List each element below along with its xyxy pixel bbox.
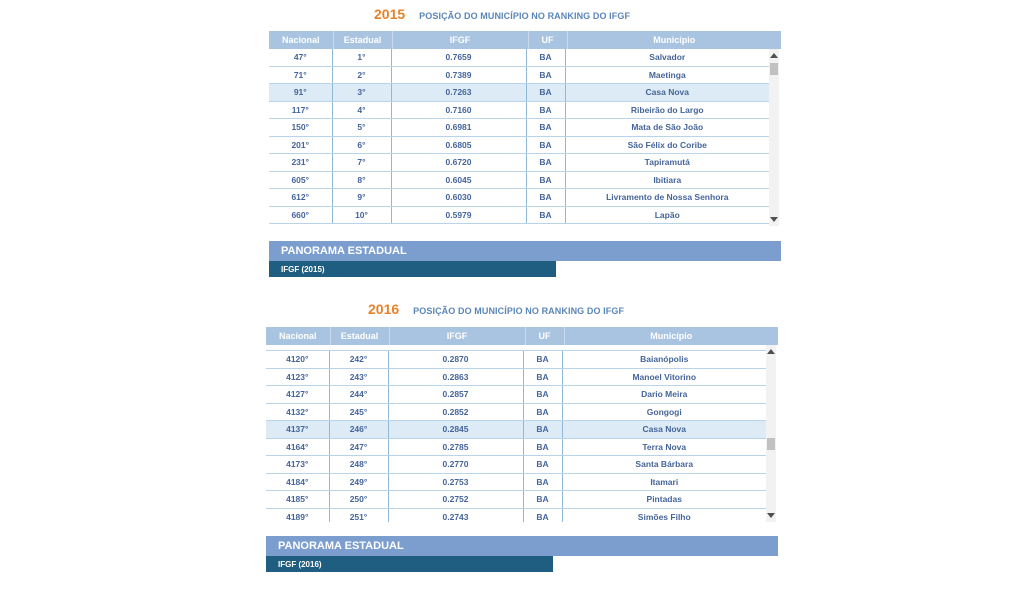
cell-uf: BA bbox=[523, 456, 562, 474]
cell-municipio: Maetinga bbox=[565, 66, 769, 84]
scroll-thumb[interactable] bbox=[770, 63, 778, 75]
cell-uf: BA bbox=[526, 119, 565, 137]
cell-ifgf: 0.7160 bbox=[391, 101, 526, 119]
cell-uf: BA bbox=[526, 154, 565, 172]
cell-nacional: 201° bbox=[269, 136, 332, 154]
col-ifgf[interactable]: IFGF bbox=[389, 327, 525, 345]
cell-uf: BA bbox=[526, 101, 565, 119]
cell-municipio: Casa Nova bbox=[565, 84, 769, 102]
cell-estadual: 246° bbox=[329, 421, 388, 439]
section-2015-title bbox=[374, 6, 630, 22]
col-municipio[interactable]: Município bbox=[567, 31, 781, 49]
cell-ifgf: 0.2743 bbox=[388, 508, 523, 522]
ranking-table-body[interactable] bbox=[266, 345, 766, 522]
cell-uf: BA bbox=[523, 508, 562, 522]
ranking-subtitle: POSIÇÃO DO MUNICÍPIO NO RANKING DO IFGF bbox=[413, 306, 625, 316]
col-ifgf[interactable]: IFGF bbox=[392, 31, 528, 49]
cell-ifgf: 0.6805 bbox=[391, 136, 526, 154]
cell-nacional: 4164° bbox=[266, 438, 329, 456]
cell-municipio: Santa Bárbara bbox=[562, 456, 766, 474]
table-scrollbar[interactable] bbox=[769, 49, 779, 226]
table-row[interactable] bbox=[269, 119, 769, 137]
cell-nacional: 4120° bbox=[266, 351, 329, 368]
cell-ifgf: 0.2857 bbox=[388, 386, 523, 404]
cell-ifgf: 0.2752 bbox=[388, 491, 523, 509]
cell-municipio: Tapiramutá bbox=[565, 154, 769, 172]
table-row[interactable] bbox=[269, 49, 769, 66]
col-municipio[interactable]: Município bbox=[564, 327, 778, 345]
cell-municipio: Ribeirão do Largo bbox=[565, 101, 769, 119]
cell-municipio: Livramento de Nossa Senhora bbox=[565, 189, 769, 207]
cell-nacional: 4123° bbox=[266, 368, 329, 386]
cell-ifgf: 0.2852 bbox=[388, 403, 523, 421]
cell-estadual: 6° bbox=[332, 136, 391, 154]
cell-estadual: 243° bbox=[329, 368, 388, 386]
cell-municipio: São Félix do Coribe bbox=[565, 136, 769, 154]
cell-estadual: 4° bbox=[332, 101, 391, 119]
cell-uf: BA bbox=[526, 189, 565, 207]
cell-nacional: 91° bbox=[269, 84, 332, 102]
section-2016-title bbox=[368, 301, 624, 317]
cell-ifgf: 0.5979 bbox=[391, 206, 526, 224]
cell-municipio: Lapão bbox=[565, 206, 769, 224]
cell-nacional: 4189° bbox=[266, 508, 329, 522]
ifgf-tab[interactable]: IFGF (2016) bbox=[266, 556, 553, 572]
cell-estadual: 5° bbox=[332, 119, 391, 137]
scroll-thumb[interactable] bbox=[767, 438, 775, 450]
col-uf[interactable]: UF bbox=[525, 327, 564, 345]
cell-estadual: 3° bbox=[332, 84, 391, 102]
panorama-estadual-bar[interactable]: PANORAMA ESTADUAL bbox=[269, 241, 781, 261]
cell-uf: BA bbox=[526, 49, 565, 66]
cell-estadual: 250° bbox=[329, 491, 388, 509]
table-row[interactable] bbox=[266, 386, 766, 404]
table-row[interactable] bbox=[269, 154, 769, 172]
table-row[interactable] bbox=[269, 171, 769, 189]
cell-ifgf: 0.2870 bbox=[388, 351, 523, 368]
table-row[interactable] bbox=[269, 84, 769, 102]
cell-estadual: 249° bbox=[329, 473, 388, 491]
scroll-down-icon[interactable] bbox=[770, 217, 778, 222]
cell-municipio: Casa Nova bbox=[562, 421, 766, 439]
cell-estadual: 9° bbox=[332, 189, 391, 207]
table-row[interactable] bbox=[266, 403, 766, 421]
cell-estadual: 244° bbox=[329, 386, 388, 404]
cell-municipio: Pintadas bbox=[562, 491, 766, 509]
cell-uf: BA bbox=[523, 491, 562, 509]
ranking-table-header bbox=[266, 327, 778, 345]
cell-nacional: 231° bbox=[269, 154, 332, 172]
table-row[interactable] bbox=[266, 421, 766, 439]
cell-nacional: 71° bbox=[269, 66, 332, 84]
cell-ifgf: 0.2863 bbox=[388, 368, 523, 386]
year-label: 2016 bbox=[368, 301, 400, 317]
cell-uf: BA bbox=[523, 403, 562, 421]
cell-nacional: 4127° bbox=[266, 386, 329, 404]
cell-ifgf: 0.6720 bbox=[391, 154, 526, 172]
col-nacional[interactable]: Nacional bbox=[266, 327, 330, 345]
cell-ifgf: 0.2753 bbox=[388, 473, 523, 491]
ranking-table-2016 bbox=[266, 327, 778, 522]
table-row[interactable] bbox=[269, 66, 769, 84]
cell-estadual: 247° bbox=[329, 438, 388, 456]
cell-municipio: Mata de São João bbox=[565, 119, 769, 137]
cell-uf: BA bbox=[526, 206, 565, 224]
table-row[interactable] bbox=[269, 136, 769, 154]
cell-uf: BA bbox=[523, 368, 562, 386]
cell-uf: BA bbox=[526, 171, 565, 189]
col-estadual[interactable]: Estadual bbox=[330, 327, 389, 345]
cell-ifgf: 0.6030 bbox=[391, 189, 526, 207]
cell-estadual: 8° bbox=[332, 171, 391, 189]
cell-nacional: 47° bbox=[269, 49, 332, 66]
cell-estadual: 1° bbox=[332, 49, 391, 66]
cell-municipio: Itamari bbox=[562, 473, 766, 491]
cell-ifgf: 0.2785 bbox=[388, 438, 523, 456]
cell-municipio: Ibitiara bbox=[565, 171, 769, 189]
ranking-subtitle: POSIÇÃO DO MUNICÍPIO NO RANKING DO IFGF bbox=[419, 11, 631, 21]
cell-ifgf: 0.6981 bbox=[391, 119, 526, 137]
cell-nacional: 4137° bbox=[266, 421, 329, 439]
cell-nacional: 4173° bbox=[266, 456, 329, 474]
scroll-up-icon[interactable] bbox=[767, 349, 775, 354]
cell-ifgf: 0.7659 bbox=[391, 49, 526, 66]
scroll-down-icon[interactable] bbox=[767, 513, 775, 518]
cell-uf: BA bbox=[526, 84, 565, 102]
table-row[interactable] bbox=[269, 206, 769, 224]
table-scrollbar[interactable] bbox=[766, 345, 776, 522]
cell-ifgf: 0.6045 bbox=[391, 171, 526, 189]
cell-ifgf: 0.2770 bbox=[388, 456, 523, 474]
cell-uf: BA bbox=[523, 421, 562, 439]
cell-municipio: Manoel Vitorino bbox=[562, 368, 766, 386]
table-row[interactable] bbox=[266, 438, 766, 456]
cell-nacional: 605° bbox=[269, 171, 332, 189]
table-row[interactable] bbox=[266, 473, 766, 491]
ranking-table-2015 bbox=[269, 31, 781, 226]
cell-ifgf: 0.2845 bbox=[388, 421, 523, 439]
col-uf[interactable]: UF bbox=[528, 31, 567, 49]
table-row[interactable] bbox=[269, 189, 769, 207]
cell-estadual: 7° bbox=[332, 154, 391, 172]
table-row[interactable] bbox=[266, 491, 766, 509]
cell-estadual: 251° bbox=[329, 508, 388, 522]
cell-ifgf: 0.7389 bbox=[391, 66, 526, 84]
cell-estadual: 10° bbox=[332, 206, 391, 224]
cell-nacional: 150° bbox=[269, 119, 332, 137]
table-row[interactable] bbox=[266, 368, 766, 386]
table-row[interactable] bbox=[266, 456, 766, 474]
cell-municipio: Dario Meira bbox=[562, 386, 766, 404]
col-nacional[interactable]: Nacional bbox=[269, 31, 333, 49]
scroll-up-icon[interactable] bbox=[770, 53, 778, 58]
cell-estadual: 245° bbox=[329, 403, 388, 421]
col-estadual[interactable]: Estadual bbox=[333, 31, 392, 49]
ranking-table-body[interactable] bbox=[269, 49, 769, 226]
cell-ifgf: 0.7263 bbox=[391, 84, 526, 102]
cell-municipio: Terra Nova bbox=[562, 438, 766, 456]
cell-estadual: 242° bbox=[329, 351, 388, 368]
cell-uf: BA bbox=[523, 386, 562, 404]
ranking-table-header bbox=[269, 31, 781, 49]
table-row[interactable] bbox=[269, 101, 769, 119]
cell-municipio: Gongogi bbox=[562, 403, 766, 421]
cell-municipio: Baianópolis bbox=[562, 351, 766, 368]
table-row[interactable] bbox=[266, 351, 766, 368]
cell-uf: BA bbox=[526, 66, 565, 84]
cell-uf: BA bbox=[523, 473, 562, 491]
panorama-estadual-bar[interactable]: PANORAMA ESTADUAL bbox=[266, 536, 778, 556]
cell-nacional: 4132° bbox=[266, 403, 329, 421]
cell-nacional: 4185° bbox=[266, 491, 329, 509]
cell-nacional: 612° bbox=[269, 189, 332, 207]
cell-uf: BA bbox=[526, 136, 565, 154]
cell-estadual: 248° bbox=[329, 456, 388, 474]
year-label: 2015 bbox=[374, 6, 406, 22]
cell-nacional: 660° bbox=[269, 206, 332, 224]
cell-uf: BA bbox=[523, 438, 562, 456]
table-row[interactable] bbox=[266, 508, 766, 522]
cell-nacional: 117° bbox=[269, 101, 332, 119]
ifgf-tab[interactable]: IFGF (2015) bbox=[269, 261, 556, 277]
cell-uf: BA bbox=[523, 351, 562, 368]
cell-estadual: 2° bbox=[332, 66, 391, 84]
cell-nacional: 4184° bbox=[266, 473, 329, 491]
cell-municipio: Salvador bbox=[565, 49, 769, 66]
cell-municipio: Simões Filho bbox=[562, 508, 766, 522]
